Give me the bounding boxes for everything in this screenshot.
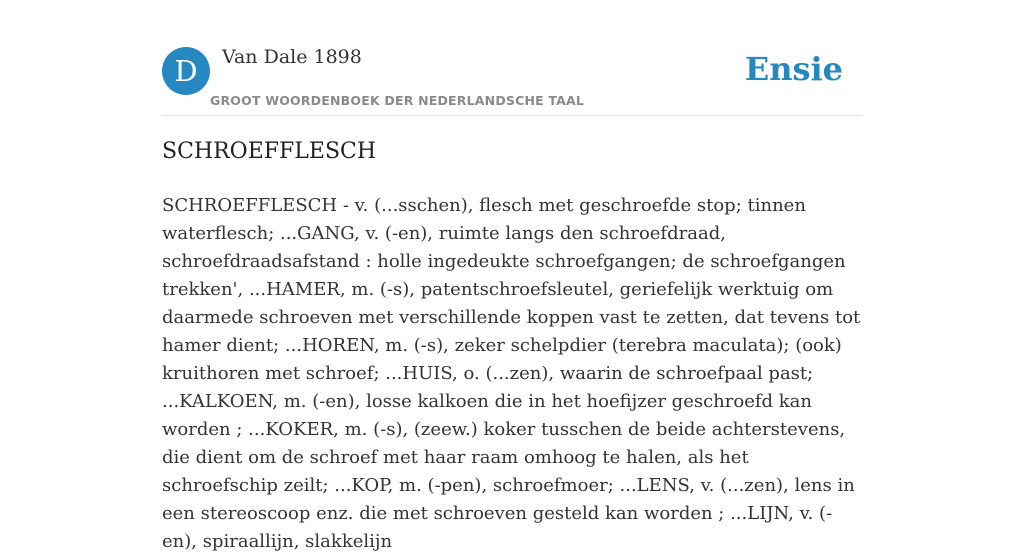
source-avatar: D bbox=[162, 47, 210, 95]
brand-logo-link[interactable]: Ensie bbox=[744, 50, 843, 88]
entry-body: SCHROEFFLESCH - v. (...sschen), flesch met geschroefde stop; tinnen waterflesch; ...GANG, v. (-en), ruimte langs den schroefdraad, schroefdraadsafstand : holle ingedeukte schroefgangen; de schroefgangen trekken', ...HAMER, m. (-s), patentschroefsleutel, geriefelijk werktuig om daarmede schroeven met verschillende koppen vast te zetten, dat tevens tot hamer dient; ...HOREN, m. (-s), zeker schelpdier (terebra maculata); (ook) kruithoren met schroef; ...HUIS, o. (...zen), waarin de schroefpaal past; ...KALKOEN, m. (-en), losse kalkoen die in het hoefijzer geschroefd kan worden ; ...KOKER, m. (-s), (zeew.) koker tusschen de beide achterstevens, die dient om de schroef met haar raam omhoog te halen, als het schroefschip zeilt; ...KOP, m. (-pen), schroefmoer; ...LENS, v. (...zen), lens in een stereoscoop enz. die met schroeven gesteld kan worden ; ...LIJN, v. (-en), spiraallijn, slakkelijn bbox=[162, 195, 861, 552]
source-title[interactable]: Van Dale 1898 bbox=[222, 46, 362, 68]
source-subtitle: GROOT WOORDENBOEK DER NEDERLANDSCHE TAAL bbox=[210, 93, 585, 108]
header-divider bbox=[162, 115, 862, 116]
entry-title: SCHROEFFLESCH bbox=[162, 139, 377, 164]
